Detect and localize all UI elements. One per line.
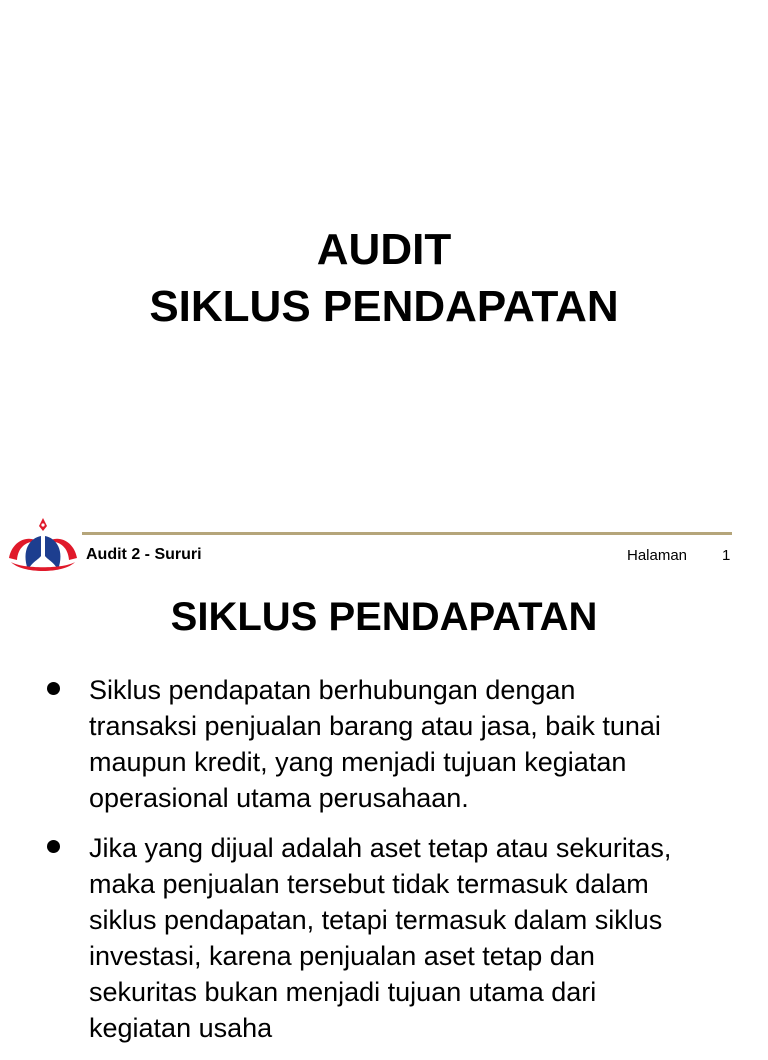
bullet-dot-icon xyxy=(47,840,60,853)
section-title: SIKLUS PENDAPATAN xyxy=(170,595,598,639)
footer-divider xyxy=(82,532,732,535)
slide-title-line-2: SIKLUS PENDAPATAN xyxy=(149,282,619,331)
bullet-text: Jika yang dijual adalah aset tetap atau sekuritas, maka penjualan tersebut tidak termasuk dalam siklus pendapatan, tetapi termasuk dalam siklus investasi, karena penjualan aset tetap dan sekuritas bukan menjadi tujuan utama dari kegiatan usaha xyxy=(89,833,672,1043)
footer-page-label: Halaman xyxy=(627,547,688,564)
footer-page-number: 1 xyxy=(722,547,731,564)
bullet-item xyxy=(0,672,768,816)
footer-course-author: Audit 2 - Sururi xyxy=(86,546,202,563)
bullet-dot-icon xyxy=(47,682,60,695)
slide-title-line-1: AUDIT xyxy=(316,225,452,274)
bullet-item xyxy=(0,830,768,1046)
institution-logo-icon xyxy=(6,516,80,576)
bullet-list xyxy=(0,672,768,1060)
bullet-text: Siklus pendapatan berhubungan dengan transaksi penjualan barang atau jasa, baik tunai maupun kredit, yang menjadi tujuan kegiatan operasional utama perusahaan. xyxy=(89,675,661,813)
